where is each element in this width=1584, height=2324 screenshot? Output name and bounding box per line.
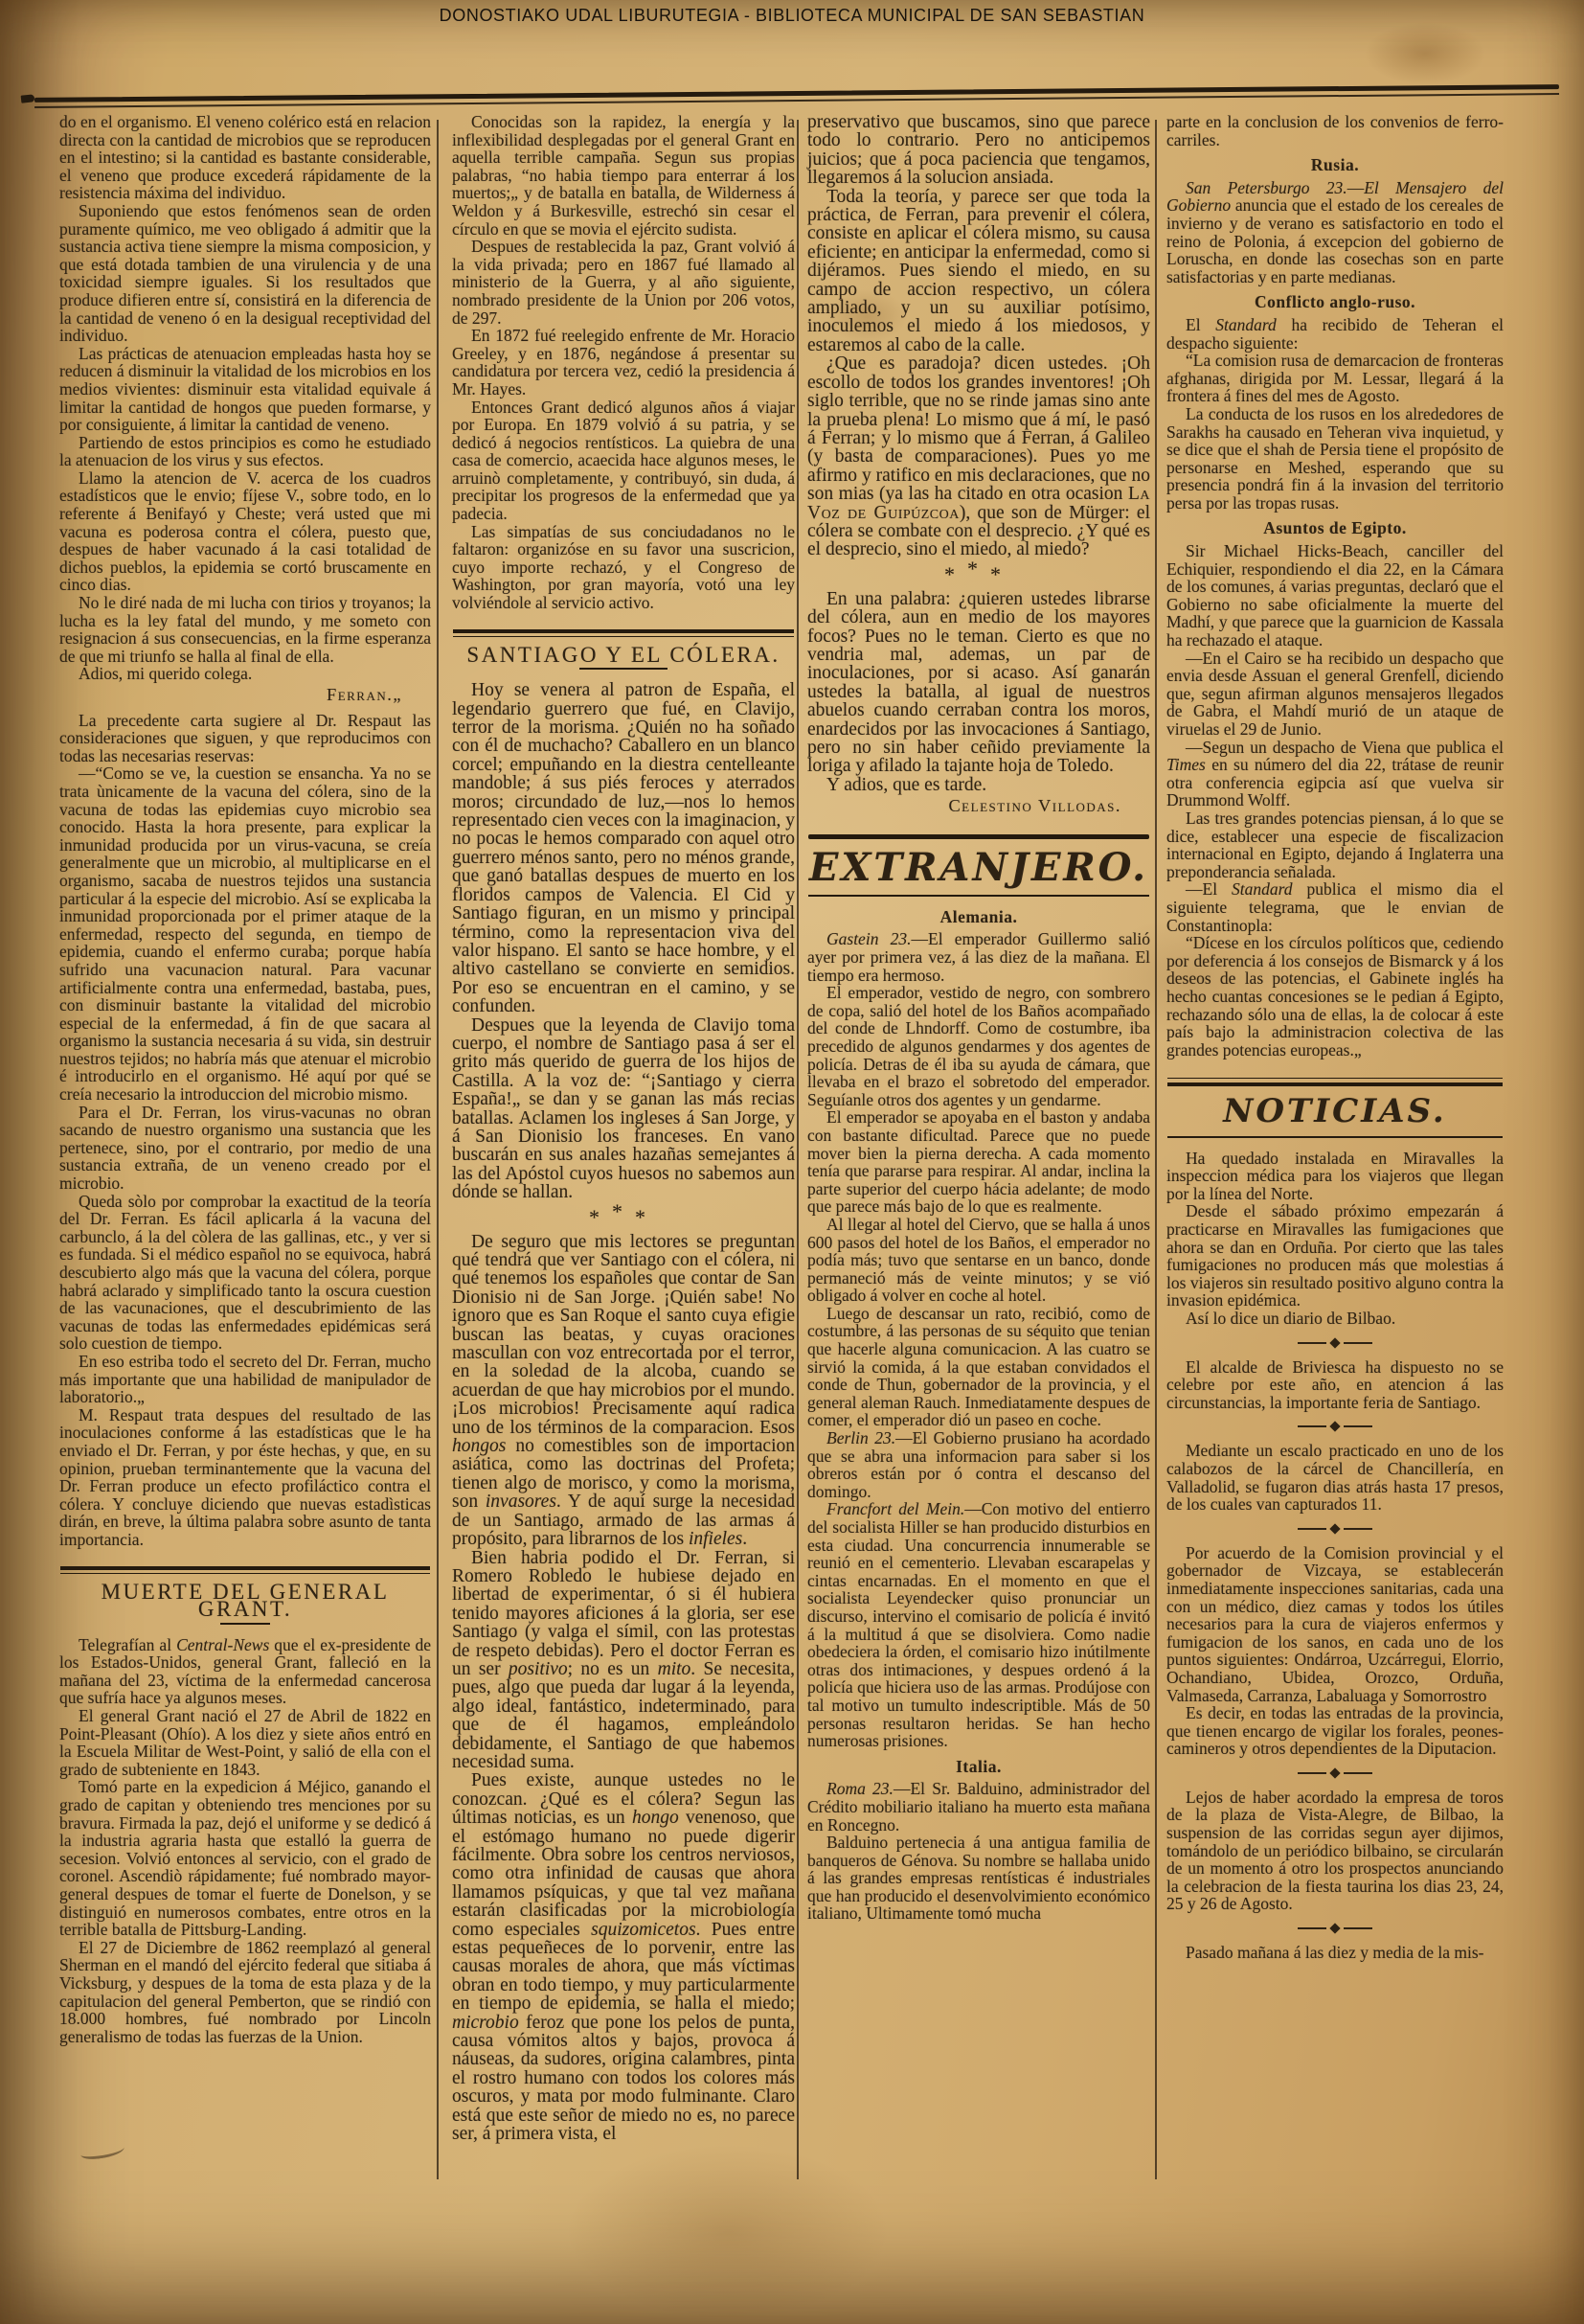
paragraph: do en el organismo. El veneno colérico está en relacion directa con la cantidad de microbios que se reproducen en el intestino; si la cantidad es bastante considerable, el veneno que produce excederá rápidamente de la resistencia máxima del individuo. bbox=[59, 112, 431, 203]
paragraph: Desde el sábado próximo empezarán á practicarse en Miravalles las fumigaciones que ahora se dan en Orduña. Por cierto que las tales fumigaciones no producen más que molestias á los viajeros sin resultado positivo alguno contra la invasion epidémica. bbox=[1166, 1201, 1504, 1310]
subheading-conflicto-anglo-ruso: Conflicto anglo-ruso. bbox=[1255, 292, 1415, 312]
paragraph: Despues de restablecida la paz, Grant volvió á la vida privada; pero en 1867 fué llamado al ministerio de la Guerra, y al año siguiente, nombrado presidente de la Union por 206 votos, de 297. bbox=[452, 237, 795, 328]
paragraph: Llamo la atencion de V. acerca de los cuadros estadísticos que le envio; fíjese V., sobre todo, en lo referente á Benifayó y Cheste; verá usted que mi vacuna es poderosa contra el cólera, puesto que, despues de haber vacunado á la casi totalidad de dichos pueblos, la epidemia se cortó bruscamente en cinco dias. bbox=[59, 467, 431, 595]
paragraph: Berlin 23.—El Gobierno prusiano ha acordado que se abra una informacion para saber si los obreros están por ó contra el descanso del domingo. bbox=[807, 1428, 1151, 1501]
paragraph: Conocidas son la rapidez, la energía y la inflexibilidad desplegadas por el general Grant en aquella terrible campaña. Segun sus propias palabras, “no habia tiempo para enterrar á los muertos;„ y de batalla en batalla, de Wilderness á Weldon y á Burkesville, estrechó sin cesar el círculo en que se movia el ejército sudista. bbox=[452, 112, 795, 239]
subheading-italia: Italia. bbox=[956, 1756, 1002, 1776]
paragraph: No le diré nada de mi lucha con tirios y troyanos; la lucha es la ley fatal del mundo, y me someto con resignacion á sus consecuencias, en la firme esperanza de que mi triunfo se halla al final de ella. bbox=[59, 593, 431, 666]
masthead-rule-ornament bbox=[21, 94, 35, 103]
signature-ferran: Ferran.„ bbox=[326, 685, 402, 704]
subheading-asuntos-de-egipto: Asuntos de Egipto. bbox=[1263, 518, 1407, 538]
paragraph: Ha quedado instalada en Miravalles la inspeccion médica para los viajeros que llegan por la línea del Norte. bbox=[1166, 1148, 1504, 1203]
section-rule-under bbox=[808, 895, 1149, 897]
paragraph: Entonces Grant dedicó algunos años á viajar por Europa. En 1879 volvió á su patria, y se dedicó á negocios rentísticos. La quiebra de una casa de comercio, acaecida hace algunos meses, le arruinò completamente, y contribuyó, sin duda, á precipitar los progresos de la enfermedad que ya padecia. bbox=[452, 397, 795, 524]
column-1 bbox=[59, 113, 431, 2045]
paragraph: Así lo dice un diario de Bilbao. bbox=[1186, 1309, 1396, 1329]
paragraph: parte en la conclusion de los convenios de ferro-carriles. bbox=[1166, 112, 1504, 149]
paragraph: ¿Que es paradoja? dicen ustedes. ¡Oh escollo de todos los grandes inventores! ¡Oh siglo terrible, que no se rinde jamas sino ante la prueba plena! Lo mismo que á mí, le pasó á Ferran; y lo mismo que á Ferran, á Galileo (y basta de comparaciones). Pues yo me afirmo y ratifico en mis declaraciones, que no son mias (ya las ha citado en otra ocasion La Voz de Guipúzcoa), que son de Mürger: el cólera se combate con el desprecio. ¿Y qué es el desprecio, sino el miedo, al miedo? bbox=[807, 353, 1150, 560]
heading-santiago-y-el-colera: SANTIAGO Y EL CÓLERA. bbox=[466, 642, 781, 667]
paragraph: Luego de descansar un rato, recibió, como de costumbre, á las personas de su séquito que tenian que hacerle alguna comunicacion. A las cuatro se sirvió la comida, á la que estaban convidados el conde de Thun, gobernador de la provincia, y el general aleman Rauch. Inmediatamente despues de comer, el emperador dió un paseo en coche. bbox=[807, 1303, 1150, 1430]
paragraph: Mediante un escalo practicado en uno de los calabozos de la cárcel de Chancillería, en Valladolid, se fugaron dias atrás hasta 17 presos, de los cuales van capturados 11. bbox=[1166, 1441, 1504, 1515]
paragraph: Balduino pertenecia á una antigua familia de banqueros de Génova. Su nombre se hallaba unido á las grandes empresas rentísticas é industriales que han producido el desenvolvimiento económico italiano, Ultimamente tomó mucha bbox=[807, 1833, 1150, 1924]
column-divider-3 bbox=[1155, 120, 1157, 2179]
paragraph: La conducta de los rusos en los alrededores de Sarakhs ha causado en Teheran viva inquietud, y se dice que el shah de Persia tiene el propósito de personarse en Meshed, esperando que su presencia pondrá fin á la invasion del territorio persa por las tropas rusas. bbox=[1166, 403, 1504, 513]
column-divider-2 bbox=[797, 120, 799, 2179]
paragraph: Gastein 23.—El emperador Guillermo salió ayer por primera vez, á las diez de la mañana. El tiempo era hermoso. bbox=[807, 929, 1150, 985]
paragraph: Las simpatías de sus conciudadanos no le faltaron: organizóse en su favor una suscricion, cuyo importe rechazó, y el Congreso de Washington, por gran mayoría, votó una ley volviéndole al servicio activo. bbox=[452, 521, 795, 613]
column-4 bbox=[1166, 113, 1504, 1962]
paragraph: —Segun un despacho de Viena que publica el Times en su número del dia 22, trátase de reunir otra conferencia egipcia así que vuelva sir Drummond Wolff. bbox=[1166, 737, 1504, 810]
paragraph: Suponiendo que estos fenómenos sean de orden puramente químico, me veo obligado á admitir que la sustancia activa tiene siempre la misma composicion, y que está dotada tambien de una virulencia y de una toxicidad siempre iguales. Si los resultados que produce difieren entre sí, consistirá en la diferencia de la cantidad de veneno ó en la desigual receptividad del individuo. bbox=[59, 200, 431, 346]
paragraph: Hoy se venera al patron de España, el legendario guerrero que fué, en Clavijo, terror de la morisma. ¿Quién no ha soñado con él de muchacho? Caballero en un blanco corcel; empuñando en la diestra centelleante mandoble; á sus piés feroces y aterrados moros; circundado de luz,—nos lo hemos representado cien veces con la imaginacion, y no pocas le hemos comparado con aquel otro guerrero ménos santo, pero no ménos grande, que ganó batallas despues de muerto en los floridos campos de Valencia. El Cid y Santiago figuran, en un mismo y principal término, como la representacion viva del valor hispano. El santo se hace hombre, y el altivo castellano se convierte en semidios. Por eso se encuentran en el camino, y se confunden. bbox=[452, 680, 795, 1017]
paragraph: Y adios, que es tarde. bbox=[826, 774, 987, 795]
section-heading-extranjero: EXTRANJERO. bbox=[808, 844, 1149, 890]
paragraph: Por acuerdo de la Comision provincial y el gobernador de Vizcaya, se establecerán inmediatamente inspecciones sanitarias, cada una con un médico, diez camas y todos los útiles necesarios para la cura de viajeros enfermos y fumigacion de los sanos, en cada uno de los puntos siguientes: Ondárroa, Uzcárregui, Elorrio, Ochandiano, Ubidea, Orozco, Orduña, Valmaseda, Carranza, Labaluaga y Somorrostro bbox=[1166, 1542, 1504, 1705]
paragraph: Pues existe, aunque ustedes no le conozcan. ¿Qué es el cólera? Segun las últimas noticias, es un hongo venenoso, que el estómago humano no puede digerir fácilmente. Obra sobre los centros nerviosos, como otra infinidad de causas que ahora llamamos psíquicas, y que tal vez mañana estarán clasificadas por la microbiología como especiales squizomicetos. Pues entre estas pequeñeces de lo porvenir, entre las causas morales de ahora, que más víctimas obran en todo tiempo, y muy particularmente en tiempo de epidemia, se halla el miedo; microbio feroz que pone los pelos de punta, causa vómitos altos y bajos, provoca á náuseas, da sudores, origina calambres, pinta el rostro humano con todos los colores más oscuros, y mata por modo fulminante. Claro está que este señor de miedo no es, no parece ser, á primera vista, el bbox=[452, 1770, 795, 2145]
paragraph: En eso estriba todo el secreto del Dr. Ferran, mucho más importante que una habilidad de manipulador de laboratorio.„ bbox=[59, 1351, 431, 1407]
subheading-rusia: Rusia. bbox=[1310, 155, 1360, 175]
paragraph: Lejos de haber acordado la empresa de toros de la plaza de Vista-Alegre, de Bilbao, la suspension de las corridas segun ayer dijimos, tomándolo de un periódico bilbaino, se circularán de un momento á otro los prospectos anunciando la celebracion de la fiesta taurina los dias 23, 24, 25 y 26 de Agosto. bbox=[1166, 1787, 1504, 1914]
library-stamp: DONOSTIAKO UDAL LIBURUTEGIA - BIBLIOTECA MUNICIPAL DE SAN SEBASTIAN bbox=[439, 6, 1145, 25]
paragraph: Bien habria podido el Dr. Ferran, si Romero Robledo le hubiese dejado en libertad de experimentar, ó si él hubiera tenido mayores aficiones á la gloria, ser ese Santiago (y valga el símil, con las protestas de respeto debidas). Pero el doctor Ferran es un ser positivo; no es un mito. Se necesita, pues, algo que pueda dar lugar á la leyenda, algo ideal, fantástico, indeterminado, para que de él hagamos, empleándolo debidamente, el Santiago de que habemos necesidad suma. bbox=[452, 1547, 795, 1772]
paragraph: Las prácticas de atenuacion empleadas hasta hoy se reducen á disminuir la vitalidad de los microbios en los medios vivientes: disminuir esta vitalidad equivale á limitar la cantidad de hongos que pueden formarse, y por consiguiente, á limitar la cantidad de veneno. bbox=[59, 343, 431, 435]
signature-celestino-villodas: Celestino Villodas. bbox=[948, 796, 1121, 816]
paragraph: El emperador, vestido de negro, con sombrero de copa, salió del hotel de los Baños acompañado del conde de Lhndorff. Como de costumbre, iba precedido de algunos gendarmes y dos agentes de policía. Detras de él iba su ayuda de cámara, que llevaba en el brazo el sobretodo del emperador. Seguíanle otros dos agentes y un gendarme. bbox=[807, 983, 1150, 1109]
paragraph: Despues que la leyenda de Clavijo toma cuerpo, el nombre de Santiago pasa á ser el grito más querido de guerra de los hijos de Castilla. A la voz de: “¡Santiago y cierra España!„ se dan y se ganan las más recias batallas. Aclamen los ingleses á San Jorge, y á San Dionisio los franceses. En vano buscarán en sus anales hazañas semejantes á las del Apóstol cuyos huesos no sabemos aun dónde se hallan. bbox=[452, 1014, 795, 1203]
paragraph: “Dícese en los círculos políticos que, cediendo por deferencia á los consejos de Bismarck y á los deseos de las potencias, el Gabinete inglés ha hecho cuantas concesiones se le pedian á Egipto, rechazando sólo una de ellas, la de colocar á este país bajo la administracion colectiva de las grandes potencias europeas.„ bbox=[1166, 933, 1504, 1059]
paragraph: En 1872 fué reelegido enfrente de Mr. Horacio Greeley, y en 1876, negándose á presentar su candidatura por tercera vez, cedió la presidencia á Mr. Hayes. bbox=[452, 326, 795, 399]
ornament-divider bbox=[1166, 1423, 1504, 1430]
paragraph: Es decir, en todas las entradas de la provincia, que tienen encargo de vigilar los forales, peones-camineros y otros dependientes de la Diputacion. bbox=[1166, 1703, 1504, 1759]
paragraph: El general Grant nació el 27 de Abril de 1822 en Point-Pleasant (Ohío). A los diez y siete años entró en la Escuela Militar de West-Point, y salió de ella con el grado de subteniente en 1843. bbox=[59, 1706, 431, 1779]
asterism-divider: *** bbox=[944, 556, 1013, 586]
ornament-divider bbox=[1166, 1525, 1504, 1533]
ornament-divider bbox=[1166, 1339, 1504, 1347]
masthead-rule bbox=[34, 84, 1559, 108]
paragraph: El Standard ha recibido de Teheran el despacho siguiente: bbox=[1166, 314, 1504, 353]
paragraph: Pasado mañana á las diez y media de la mis- bbox=[1186, 1943, 1484, 1963]
heading-underline bbox=[220, 1623, 270, 1625]
heading-muerte-del-general-grant: MUERTE DEL GENERAL GRANT. bbox=[101, 1579, 390, 1622]
paragraph: “La comision rusa de demarcacion de fronteras afghanas, dirigida por M. Lessar, llegará á la frontera á fines del mes de Agosto. bbox=[1166, 351, 1504, 406]
paragraph: Toda la teoría, y parece ser que toda la práctica, de Ferran, para prevenir el cólera, consiste en aplicar el cólera mismo, su causa eficiente; en anticipar la enfermedad, como si dijéramos. Pues siendo el miedo, en su campo de accion respectivo, un cólera ampliado, y un su auxiliar potísimo, inoculemos el miedo á los miedosos, y estaremos al cabo de la calle. bbox=[807, 186, 1150, 355]
subheading-alemania: Alemania. bbox=[939, 906, 1018, 926]
paragraph: Francfort del Mein.—Con motivo del entierro del socialista Hiller se han producido disturbios en esta ciudad. Una concurrencia innumerable se reunió en el cementerio. Llevaban escarapelas y cintas encarnadas. En el momento en que el socialista Leyendecker quiso pronunciar un discurso, intervino el comisario de policía é invitó á la multitud á que se disolviera. Como nadie obedeciera la órden, el comisario hizo inútilmente otras dos intimaciones, y despues ordenó á la policía que hiciera uso de las armas. Prodújose con tal motivo un tumulto indescriptible. Más de 50 personas resultaron heridas. Se han hecho numerosas prisiones. bbox=[807, 1499, 1150, 1751]
section-rule-under bbox=[1167, 1136, 1503, 1138]
paragraph: Sir Michael Hicks-Beach, canciller del Echiquier, respondiendo el dia 22, en la Cámara de los comunes, á varias preguntas, declaró que el Gobierno no sabe oficialmente la muerte del Madhí, y que parece que la guarnicion de Kassala ha rechazado el ataque. bbox=[1166, 541, 1504, 650]
paragraph: Roma 23.—El Sr. Balduino, administrador del Crédito mobiliario italiano ha muerto esta mañana en Roncegno. bbox=[807, 1779, 1151, 1834]
paragraph: —El Standard publica el mismo dia el siguiente telegrama, que le envian de Constantinopla: bbox=[1166, 879, 1504, 935]
paragraph: Las tres grandes potencias piensan, á lo que se dice, establecer una especie de fiscalizacion internacional en Egipto, dejando á Inglaterra una preponderancia señalada. bbox=[1166, 808, 1504, 881]
section-rule bbox=[60, 1566, 430, 1574]
column-2 bbox=[452, 113, 795, 2144]
paragraph: M. Respaut trata despues del resultado de las inoculaciones conforme á las estadísticas que le ha enviado el Dr. Ferran, y por éste hechas, y que, en su opinion, prueban terminantemente que la vacuna del Dr. Ferran produce un efecto profiláctico contra el cólera. Y concluye diciendo que nuevas estadìsticas dirán, en breve, la última palabra sobre asunto de tanta importancia. bbox=[59, 1404, 431, 1549]
paragraph: Partiendo de estos principios es como he estudiado la atenuacion de los virus y sus efectos. bbox=[59, 432, 431, 470]
asterism-divider: *** bbox=[589, 1198, 658, 1229]
paragraph: —“Como se ve, la cuestion se ensancha. Ya no se trata ùnicamente de la vacuna del cólera, sino de la vacuna de todas las epidemias cuyo microbio sea conocido. Hasta la hora presente, para explicar la inmunidad producida por un virus-vacuna, se creía generalmente que un microbio, al multiplicarse en el organismo, sacaba de nuestros tejidos una sustancia particular á la especie del microbio. Así se explicaba la inmunidad proporcionada por el primer ataque de la enfermedad, respecto del segunda, en tiempo de epidemia, cuando el enfermo curaba; porque había sufrido una vacunacion natural. Para vacunar artificialmente contra una enfermedad, bastaba, pues, con disminuir bastante la vitalidad del microbio especial de la enfermedad, á fin de que sacara al organismo la sustancia necesaria á su vida, sin destruir nuestros tejidos; no habría más que atenuar el microbio é introducirlo en el organismo. Hé aquí por qué se creía necesario la introduccion del microbio mismo. bbox=[59, 763, 431, 1105]
paragraph: El emperador se apoyaba en el baston y andaba con bastante dificultad. Parece que no puede mover bien la pierna derecha. A cada momento tenía que pararse para respirar. Al andar, inclina la parte superior del cuerpo hácia adelante; de modo que parece más bajo de lo que es realmente. bbox=[807, 1107, 1150, 1217]
heading-underline bbox=[579, 668, 668, 670]
ornament-divider bbox=[1166, 1925, 1504, 1932]
paragraph: Para el Dr. Ferran, los virus-vacunas no obran sacando de nuestro organismo una sustancia que les pertenece, sino, por el contrario, por medio de una sustancia extraña, de un veneno creado por el microbio. bbox=[59, 1102, 431, 1194]
paragraph: Adios, mi querido colega. bbox=[79, 664, 253, 684]
paragraph: San Petersburgo 23.—El Mensajero del Gobierno anuncia que el estado de los cereales de invierno y de verano es satisfactorio en todo el reino de Polonia, á excepcion del gobierno de Loruscha, en donde las cosechas son en parte satisfactorias y en parte medianas. bbox=[1166, 177, 1504, 286]
column-divider-1 bbox=[437, 120, 439, 2179]
section-rule-heavy bbox=[1167, 1078, 1503, 1086]
paragraph: Queda sòlo por comprobar la exactitud de la teoría del Dr. Ferran. Es fácil aplicarla á la vacuna del carbunclo, á la del còlera de las gallinas, etc., y ver si es fundada. Si el médico español no se equivoca, habrá descubierto algo más que la vacuna del cólera, porque habrá aclarado y simplificado tanto la oscura cuestion de las vacunaciones, que el descubrimiento de las vacunas de todas las enfermedades epidémicas será solo cuestion de tiempo. bbox=[59, 1191, 431, 1354]
paragraph: La precedente carta sugiere al Dr. Respaut las consideraciones que siguen, y que reproducimos con todas las necesarias reservas: bbox=[59, 710, 431, 765]
paragraph: Tomó parte en la expedicion á Méjico, ganando el grado de capitan y obteniendo tres menciones por su bravura. Firmada la paz, dejó el uniforme y se dedicó á la industria agraria hasta que estalló la guerra de secesion. Volvió entonces al servicio, con el grado de coronel. Ascendiò rápidamente; fué nombrado mayor-general despues de tomar el fuerte de Donelson, y se distinguió en numerosos combates, entre otros en la terrible batalla de Pittsburg-Landing. bbox=[59, 1777, 431, 1940]
ornament-divider bbox=[1166, 1769, 1504, 1777]
section-rule bbox=[453, 629, 794, 637]
paragraph: De seguro que mis lectores se preguntan qué tendrá que ver Santiago con el cólera, ni qué tenemos los españoles que contar de San Dionisio ni de San Jorge. ¡Quién sabe! No ignoro que es San Roque el santo cuya efigie buscan las beatas, y cuyas oraciones mascullan con voz entrecortada por el terror, en la soledad de la alcoba, cuando se acuerdan de que hay microbios por el mundo. ¡Los microbios! Precisamente aquí radica uno de los términos de la comparacion. Esos hongos no comestibles son de importacion asiática, como las doctrinas del Profeta; tienen algo de morisco, y como la morisma, son invasores. Y de aquí surge la necesidad de un Santiago, armado de las armas á propósito, para librarnos de los infieles. bbox=[452, 1231, 795, 1550]
paragraph: El alcalde de Briviesca ha dispuesto no se celebre por este año, en atencion á las circunstancias, la importante feria de Santiago. bbox=[1166, 1356, 1504, 1412]
section-heading-noticias: NOTICIAS. bbox=[1223, 1092, 1447, 1131]
paragraph: Telegrafían al Central-News que el ex-presidente de los Estados-Unidos, general Grant, falleció en la mañana del 23, víctima de la enfermedad cancerosa que sufría hace ya algunos meses. bbox=[59, 1634, 431, 1708]
section-rule-heavy bbox=[808, 834, 1149, 839]
paragraph: Al llegar al hotel del Ciervo, que se halla á unos 600 pasos del hotel de los Baños, el emperador no podía más; tuvo que sentarse en un banco, donde permaneció más de veinte minutos; y se vió obligado á volver en coche al hotel. bbox=[807, 1214, 1150, 1306]
column-3 bbox=[807, 113, 1150, 1923]
paragraph: El 27 de Diciembre de 1862 reemplazó al general Sherman en el mandó del ejército federal que sitiaba á Vicksburg, y despues de la toma de esta plaza y de la capitulacion del general Pemberton, que se rindió con 18.000 hombres, fué nombrado por Lincoln generalismo de todas las fuerzas de la Union. bbox=[59, 1937, 431, 2046]
handwritten-mark bbox=[79, 2141, 124, 2160]
paragraph: —En el Cairo se ha recibido un despacho que envia desde Assuan el general Grenfell, diciendo que, segun afirman algunos mensajeros llegados de Gabra, el Mahdí murió de un ataque de viruelas el 29 de Junio. bbox=[1166, 648, 1504, 739]
paragraph: En una palabra: ¿quieren ustedes librarse del cólera, aun en medio de los mayores focos? Pues no le teman. Cierto es que no vendria mal, ademas, un par de inoculaciones, por si acaso. Así ganarán ustedes la batalla, al igual de nuestros abuelos cuando cerraban contra los moros, enardecidos por las invocaciones á Santiago, pero no sin haber ceñido previamente la loriga y afilado la tajante hoja de Toledo. bbox=[807, 588, 1150, 777]
paragraph: preservativo que buscamos, sino que parece todo lo contrario. Pero no anticipemos juicios; que á poca paciencia que tengamos, llegaremos á la solucion ansiada. bbox=[807, 112, 1150, 189]
